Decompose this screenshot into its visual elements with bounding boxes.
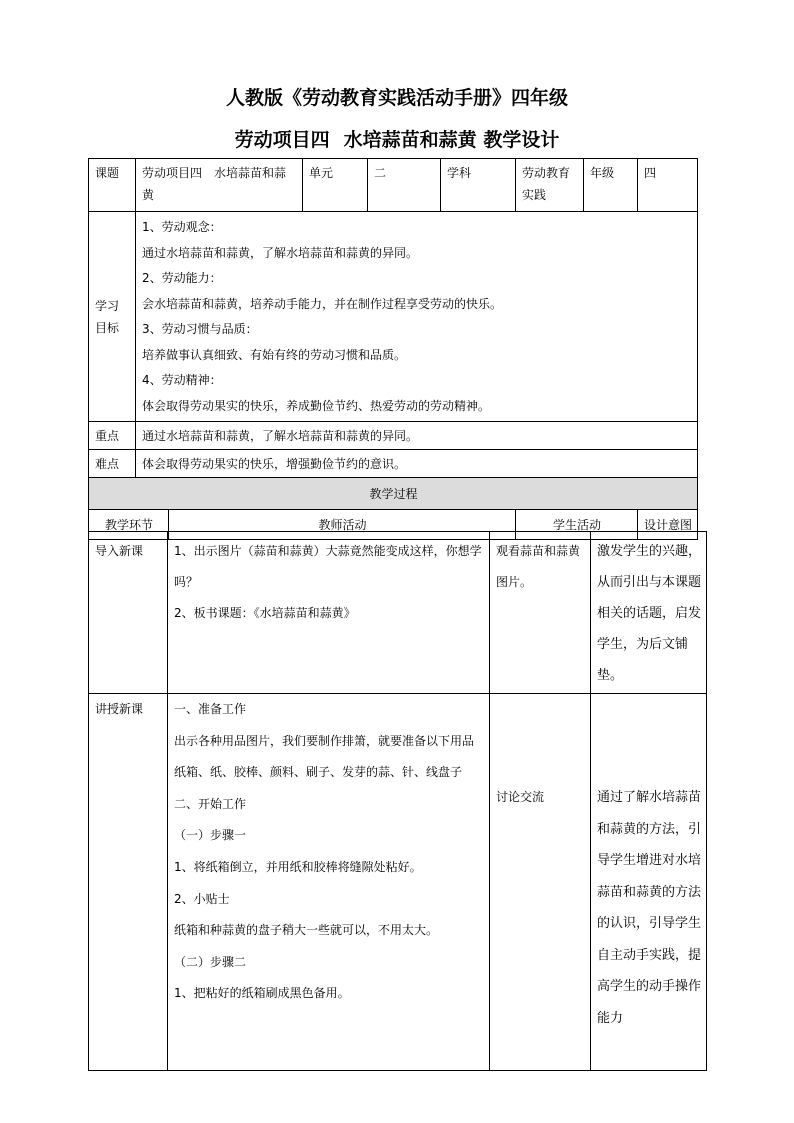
process-section-title: 教学过程: [89, 478, 698, 510]
goal-line: 培养做事认真细致、有始有终的劳动习惯和品质。: [142, 347, 407, 362]
teacher-activity-cell: [168, 532, 490, 694]
subject-value: 劳动教育实践: [516, 159, 584, 212]
teacher-line: 2、板书课题：《水培蒜苗和蒜黄》: [174, 606, 356, 620]
subject-label: 学科: [441, 159, 516, 212]
teacher-line: （二）步骤二: [174, 954, 247, 969]
col-intent-header: 设计意图: [638, 510, 698, 540]
teacher-line: 1、将纸箱倒立，并用纸和胶棒将缝隙处粘好。: [174, 859, 422, 874]
teacher-line: 1、把粘好的纸箱刷成黑色备用。: [174, 986, 350, 1001]
goal-line: 会水培蒜苗和蒜黄，培养动手能力，并在制作过程享受劳动的快乐。: [142, 296, 503, 311]
col-teacher-header: 教师活动: [169, 510, 516, 540]
subtitle-project: 劳动项目四: [234, 129, 330, 151]
teacher-line: 二、开始工作: [174, 796, 247, 811]
teacher-line: 出示各种用品图片，我们要制作排箫，就要准备以下用品: [174, 733, 475, 748]
teacher-line: 一、准备工作: [174, 702, 247, 716]
process-row-intro: [89, 532, 707, 694]
unit-label: 单元: [303, 159, 368, 212]
process-row-teaching: [89, 694, 707, 1071]
document-subtitle: [0, 125, 794, 152]
goal-line: 3、劳动习惯与品质：: [142, 322, 258, 336]
teacher-line: 纸箱和种蒜黄的盘子稍大一些就可以，不用太大。: [174, 923, 439, 938]
student-activity-cell: 观看蒜苗和蒜黄图片。: [490, 532, 591, 694]
subtitle-topic: 水培蒜苗和蒜黄: [343, 129, 477, 151]
process-section-row: [89, 478, 698, 510]
goal-line: 体会取得劳动果实的快乐，养成勤俭节约、热爱劳动的劳动精神。: [142, 398, 491, 413]
topic-value: 劳动项目四 水培蒜苗和蒜黄: [136, 159, 303, 212]
teacher-line: 2、小贴士: [174, 891, 230, 906]
goal-line: 1、劳动观念：: [142, 220, 222, 234]
goals-row: [89, 212, 698, 422]
goals-content: [136, 212, 698, 422]
goal-line: 通过水培蒜苗和蒜黄，了解水培蒜苗和蒜黄的异同。: [142, 245, 419, 260]
difficulty-row: [89, 450, 698, 478]
process-table: [88, 531, 707, 1071]
key-point-value: 通过水培蒜苗和蒜黄，了解水培蒜苗和蒜黄的异同。: [136, 422, 698, 450]
design-intent-cell: 激发学生的兴趣，从而引出与本课题相关的话题，启发学生，为后文铺垫。: [591, 532, 707, 694]
subtitle-design: 教学设计: [483, 129, 560, 151]
unit-value: 二: [368, 159, 441, 212]
teacher-line: 纸箱、纸、胶棒、颜料、刷子、发芽的蒜、针、线盘子: [174, 765, 463, 780]
grade-label: 年级: [584, 159, 638, 212]
info-row: [89, 159, 698, 212]
goal-line: 4、劳动精神：: [142, 373, 222, 387]
topic-label: 课题: [89, 159, 136, 212]
teacher-line: 1、出示图片（蒜苗和蒜黄）大蒜竟然能变成这样，你想学吗？: [174, 544, 482, 589]
student-activity-cell: 讨论交流: [490, 694, 591, 1071]
design-intent-cell: 通过了解水培蒜苗和蒜黄的方法，引导学生增进对水培蒜苗和蒜黄的方法的认识，引导学生自主动手实践，提高学生的动手操作能力: [591, 694, 707, 1071]
difficulty-label: 难点: [89, 450, 136, 478]
lesson-plan-table: [88, 158, 698, 540]
stage-cell: 讲授新课: [89, 694, 168, 1071]
document-title: 人教版《劳动教育实践活动手册》四年级: [225, 87, 568, 109]
key-point-label: 重点: [89, 422, 136, 450]
stage-cell: 导入新课: [89, 532, 168, 694]
teacher-line: （一）步骤一: [174, 828, 247, 843]
difficulty-value: 体会取得劳动果实的快乐，增强勤俭节约的意识。: [136, 450, 698, 478]
teacher-activity-cell: [168, 694, 490, 1071]
key-point-row: [89, 422, 698, 450]
goals-label: 学习目标: [89, 212, 136, 422]
col-stage-header: 教学环节: [89, 510, 169, 540]
col-student-header: 学生活动: [516, 510, 638, 540]
goal-line: 2、劳动能力：: [142, 271, 222, 285]
grade-value: 四: [638, 159, 698, 212]
